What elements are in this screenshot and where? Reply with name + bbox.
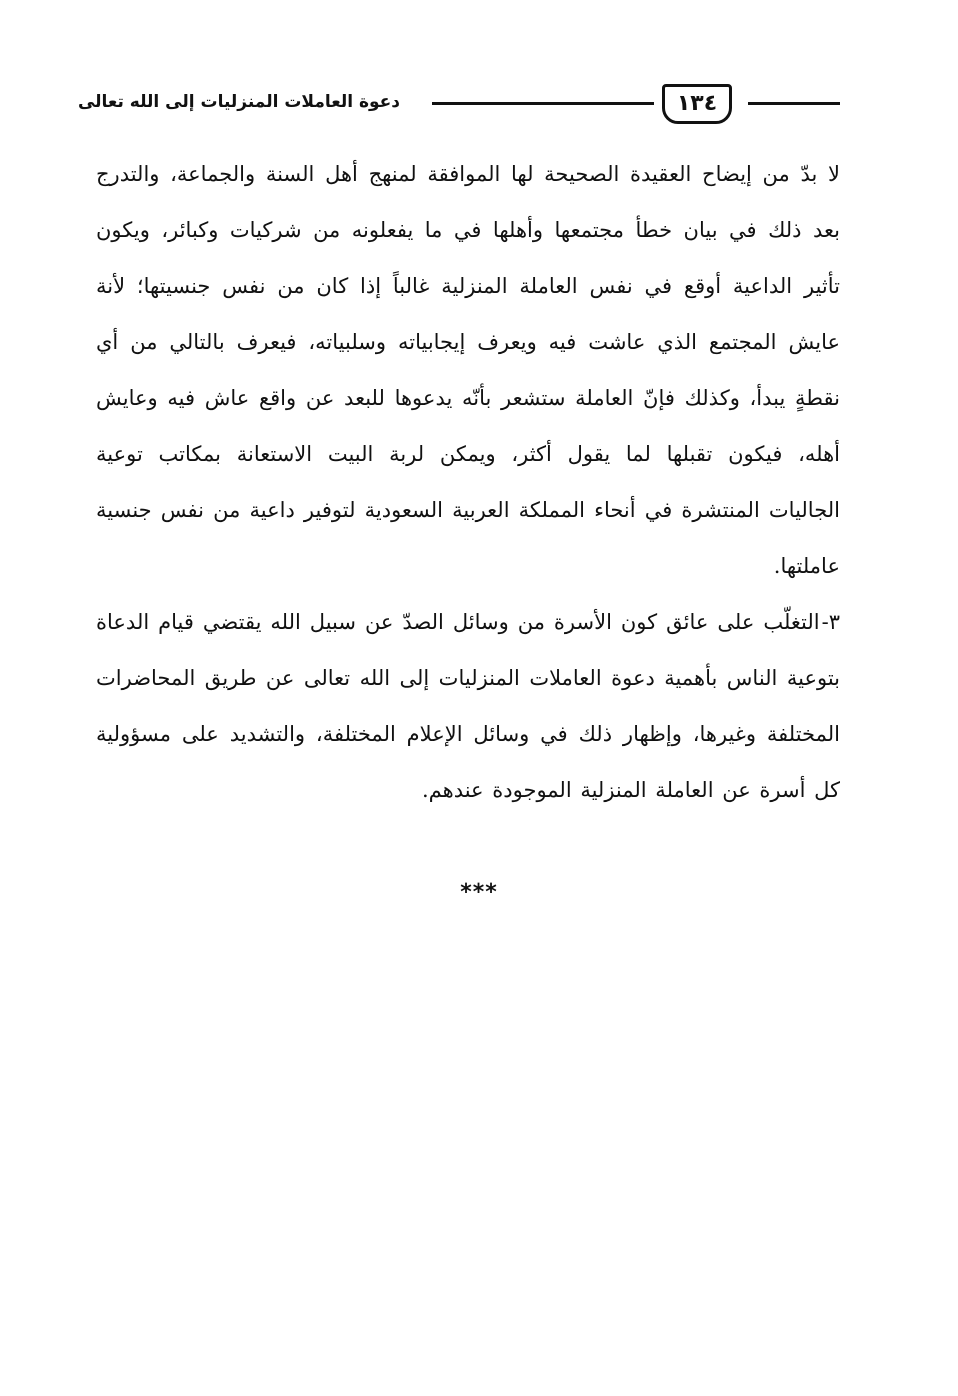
page-number: ١٣٤ bbox=[662, 84, 732, 124]
header-rule-right bbox=[748, 102, 840, 105]
paragraph-1: لا بدّ من إيضاح العقيدة الصحيحة لها الموافقة لمنهج أهل السنة والجماعة، والتدرج بعد ذلك في بيان خطأ مجتمعها وأهلها في ما يفعلونه من شركيات وكبائر، ويكون تأثير الداعية أوقع في نفس العاملة المنزلية غالباً إذا كان من نفس جنسيتها؛ لأنة عايش المجتمع الذي عاشت فيه ويعرف إيجابياته وسلبياته، فيعرف بالتالي من أي نقطةٍ يبدأ، وكذلك فإنّ العاملة ستشعر بأنّه يدعوها للبعد عن واقع عاش فيه وعايش أهله، فيكون تقبلها لما يقول أكثر، ويمكن لربة البيت الاستعانة بمكاتب توعية الجاليات المنتشرة في أنحاء المملكة العربية السعودية لتوفير داعية من نفس جنسية عاملتها. bbox=[96, 162, 840, 578]
paragraph-2-text: التغلّب على عائق كون الأسرة من وسائل الصدّ عن سبيل الله يقتضي قيام الدعاة بتوعية الناس بأهمية دعوة العاملات المنزليات إلى الله تعالى عن طريق المحاضرات المختلفة وغيرها، وإظهار ذلك في وسائل الإعلام المختلفة، والتشديد على مسؤولية كل أسرة عن العاملة المنزلية الموجودة عندهم. bbox=[96, 610, 840, 802]
running-title: دعوة العاملات المنزليات إلى الله تعالى bbox=[77, 92, 400, 112]
running-header bbox=[77, 82, 840, 128]
body-text bbox=[96, 146, 840, 818]
section-separator: *** bbox=[460, 880, 498, 905]
list-number: ٣- bbox=[821, 610, 840, 634]
paragraph-2 bbox=[96, 594, 840, 818]
header-rule-middle bbox=[432, 102, 654, 105]
